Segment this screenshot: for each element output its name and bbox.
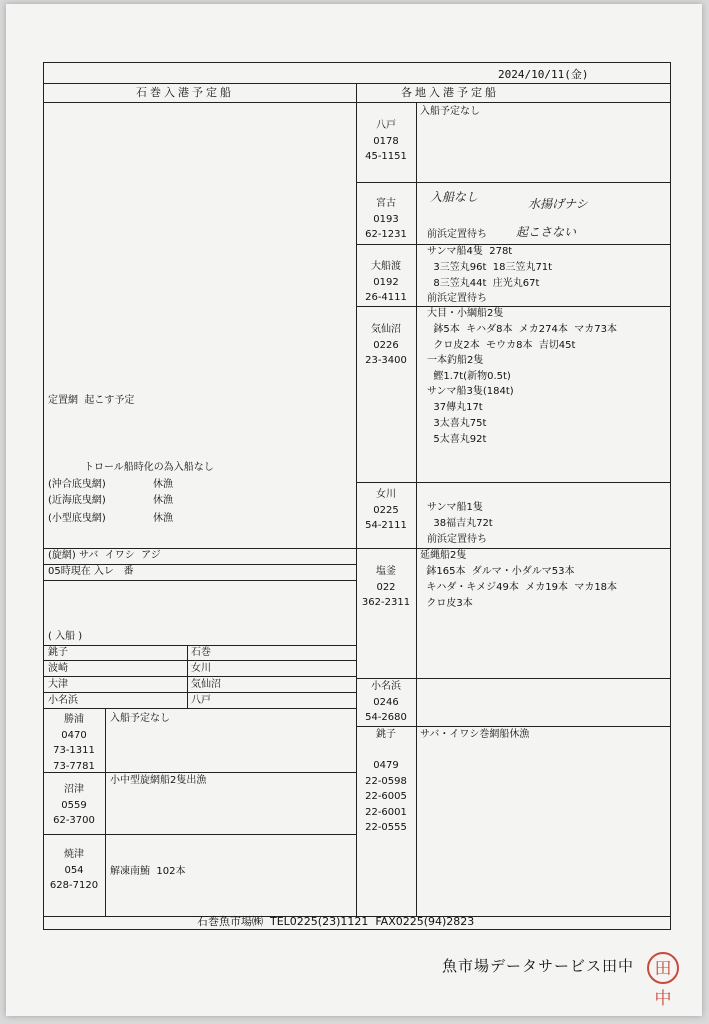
gear-status: 休漁 xyxy=(153,513,173,524)
katsuura-text: 入船予定なし xyxy=(110,713,170,724)
row-divider xyxy=(356,548,671,549)
column-divider xyxy=(356,83,357,916)
document-page xyxy=(6,4,702,1016)
city-onahama: 小名浜 0246 54-2680 xyxy=(365,681,407,723)
city-ofunato: 大船渡 0192 26-4111 xyxy=(365,261,407,303)
numazu-text: 小中型旋網船2隻出漁 xyxy=(110,775,207,786)
handwritten-note: 起こさない xyxy=(516,225,577,239)
shiogama-line: キハダ・キメジ49本 メカ19本 マカ18本 xyxy=(420,582,618,593)
port-name: 石巻 xyxy=(191,647,211,658)
port-name: 八戸 xyxy=(191,695,211,706)
kesennuma-line: クロ皮2本 モウカ8本 吉切45t xyxy=(427,340,576,351)
row-divider xyxy=(43,660,356,661)
gear-label: (沖合底曳網) xyxy=(48,479,106,490)
row-divider xyxy=(43,708,356,709)
header-left: 石巻入港予定船 xyxy=(136,86,234,99)
row-divider xyxy=(43,83,671,84)
ofunato-line: 前浜定置待ち xyxy=(427,293,487,304)
row-divider xyxy=(356,182,671,183)
choshi-text: サバ・イワシ巻網船休漁 xyxy=(420,729,530,740)
kesennuma-line: サンマ船3隻(184t) xyxy=(427,386,514,397)
city-onagawa: 女川 0225 54-2111 xyxy=(365,489,407,531)
city-choshi: 銚子 0479 22-0598 22-6005 22-6001 22-0555 xyxy=(365,729,407,833)
city-yaizu: 焼津 054 628-7120 xyxy=(49,849,99,891)
hachinohe-text: 入船予定なし xyxy=(420,106,480,117)
city-hachinohe: 八戸 0178 45-1151 xyxy=(365,120,407,162)
row-divider xyxy=(43,692,356,693)
onagawa-line: 38福吉丸72t xyxy=(427,518,493,529)
port-name: 小名浜 xyxy=(48,695,78,706)
handwritten-note: 水揚げナシ xyxy=(528,197,588,211)
kesennuma-line: 一本釣船2隻 xyxy=(427,355,484,366)
kesennuma-line: 大目・小綱船2隻 xyxy=(427,308,504,319)
gear-status: 休漁 xyxy=(153,495,173,506)
city-shiogama: 塩釜 022 362-2311 xyxy=(361,566,411,608)
port-name: 銚子 xyxy=(48,647,68,658)
trawl-note: トロール船時化の為入船なし xyxy=(84,462,214,473)
yaizu-text: 解凍南鮪 102本 xyxy=(110,866,186,877)
port-name: 波崎 xyxy=(48,663,68,674)
gear-label: (近海底曳網) xyxy=(48,495,106,506)
senmou-line: (旋網) サバ イワシ アジ xyxy=(48,550,161,561)
header-right: 各地入港予定船 xyxy=(401,86,499,99)
column-divider xyxy=(416,102,417,916)
city-kesennuma: 気仙沼 0226 23-3400 xyxy=(365,324,407,366)
city-miyako: 宮古 0193 62-1231 xyxy=(365,198,407,240)
city-katsuura: 勝浦 0470 73-1311 73-7781 xyxy=(53,714,95,772)
footer-contact: 石巻魚市場㈱ TEL0225(23)1121 FAX0225(94)2823 xyxy=(197,915,475,928)
row-divider xyxy=(43,580,356,581)
column-divider xyxy=(187,645,188,708)
kesennuma-line: 3太喜丸75t xyxy=(427,418,487,429)
miyako-text: 前浜定置待ち xyxy=(427,229,487,240)
kesennuma-line: 5太喜丸92t xyxy=(427,434,487,445)
row-divider xyxy=(356,306,671,307)
date: 2024/10/11(金) xyxy=(498,68,589,81)
nyusen-label: ( 入船 ) xyxy=(48,631,83,642)
ofunato-line: 8三笠丸44t 庄光丸67t xyxy=(427,278,540,289)
row-divider xyxy=(356,482,671,483)
ofunato-line: 3三笠丸96t 18三笠丸71t xyxy=(427,262,553,273)
shiogama-line: 鉢165本 ダルマ・小ダルマ53本 xyxy=(420,566,575,577)
row-divider xyxy=(43,676,356,677)
signature: 魚市場データサービス田中 xyxy=(442,957,635,975)
kesennuma-line: 37傳丸17t xyxy=(427,402,483,413)
current-status: 05時現在 入レ 番 xyxy=(48,566,134,577)
seal-stamp: 田中 xyxy=(647,952,679,984)
row-divider xyxy=(43,834,356,835)
onagawa-line: 前浜定置待ち xyxy=(427,534,487,545)
onagawa-line: サンマ船1隻 xyxy=(427,502,483,513)
shiogama-line: 延縄船2隻 xyxy=(420,550,467,561)
kesennuma-line: 鰹1.7t(新物0.5t) xyxy=(427,371,511,382)
shiogama-line: クロ皮3本 xyxy=(420,598,473,609)
teichi-note: 定置網 起こす予定 xyxy=(48,395,135,406)
kesennuma-line: 鉢5本 キハダ8本 メカ274本 マカ73本 xyxy=(427,324,617,335)
port-name: 大津 xyxy=(48,679,68,690)
column-divider xyxy=(105,708,106,916)
gear-status: 休漁 xyxy=(153,479,173,490)
port-name: 女川 xyxy=(191,663,211,674)
port-name: 気仙沼 xyxy=(191,679,221,690)
row-divider xyxy=(43,102,671,103)
city-numazu: 沼津 0559 62-3700 xyxy=(53,784,95,826)
row-divider xyxy=(356,244,671,245)
gear-label: (小型底曳網) xyxy=(48,513,106,524)
handwritten-note: 入船なし xyxy=(430,190,479,204)
table-frame xyxy=(43,62,671,930)
ofunato-line: サンマ船4隻 278t xyxy=(427,246,513,257)
